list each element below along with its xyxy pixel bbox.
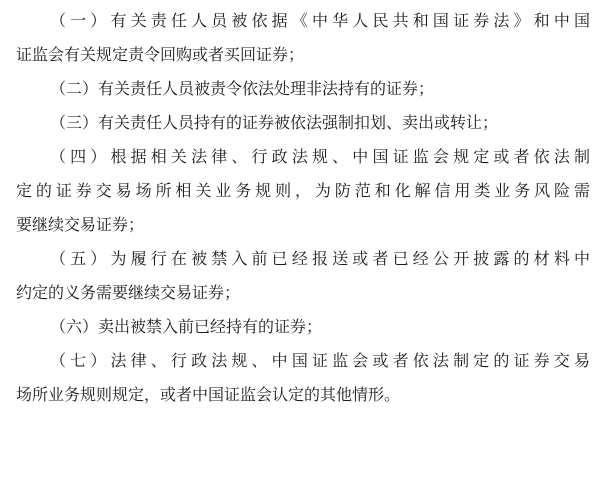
clause-line: （二）有关责任人员被责令依法处理非法持有的证券； bbox=[50, 79, 435, 98]
clause-line: （三）有关责任人员持有的证券被依法强制扣划、卖出或转让； bbox=[50, 113, 499, 132]
clause-line: 要继续交易证券； bbox=[16, 215, 145, 234]
clause-line: 场所业务规则规定，或者中国证监会认定的其他情形。 bbox=[16, 385, 401, 404]
clause-line: （七）法律、行政法规、中国证监会或者依法制定的证券交易 bbox=[50, 351, 590, 370]
clause-1 bbox=[16, 4, 590, 72]
clause-6 bbox=[16, 310, 590, 344]
document-body bbox=[16, 4, 590, 412]
clause-7 bbox=[16, 344, 590, 412]
clause-3 bbox=[16, 106, 590, 140]
clause-line: 约定的义务需要继续交易证券； bbox=[16, 283, 241, 302]
clause-line: 定的证券交易场所相关业务规则，为防范和化解信用类业务风险需 bbox=[16, 181, 590, 200]
clause-line: （五）为履行在被禁入前已经报送或者已经公开披露的材料中 bbox=[50, 249, 590, 268]
clause-line: （四）根据相关法律、行政法规、中国证监会规定或者依法制 bbox=[50, 147, 590, 166]
clause-2 bbox=[16, 72, 590, 106]
clause-4 bbox=[16, 140, 590, 242]
clause-line: 证监会有关规定责令回购或者买回证券； bbox=[16, 45, 305, 64]
clause-line: （六）卖出被禁入前已经持有的证券； bbox=[50, 317, 323, 336]
clause-5 bbox=[16, 242, 590, 310]
clause-line: （一）有关责任人员被依据《中华人民共和国证券法》和中国 bbox=[50, 11, 590, 30]
